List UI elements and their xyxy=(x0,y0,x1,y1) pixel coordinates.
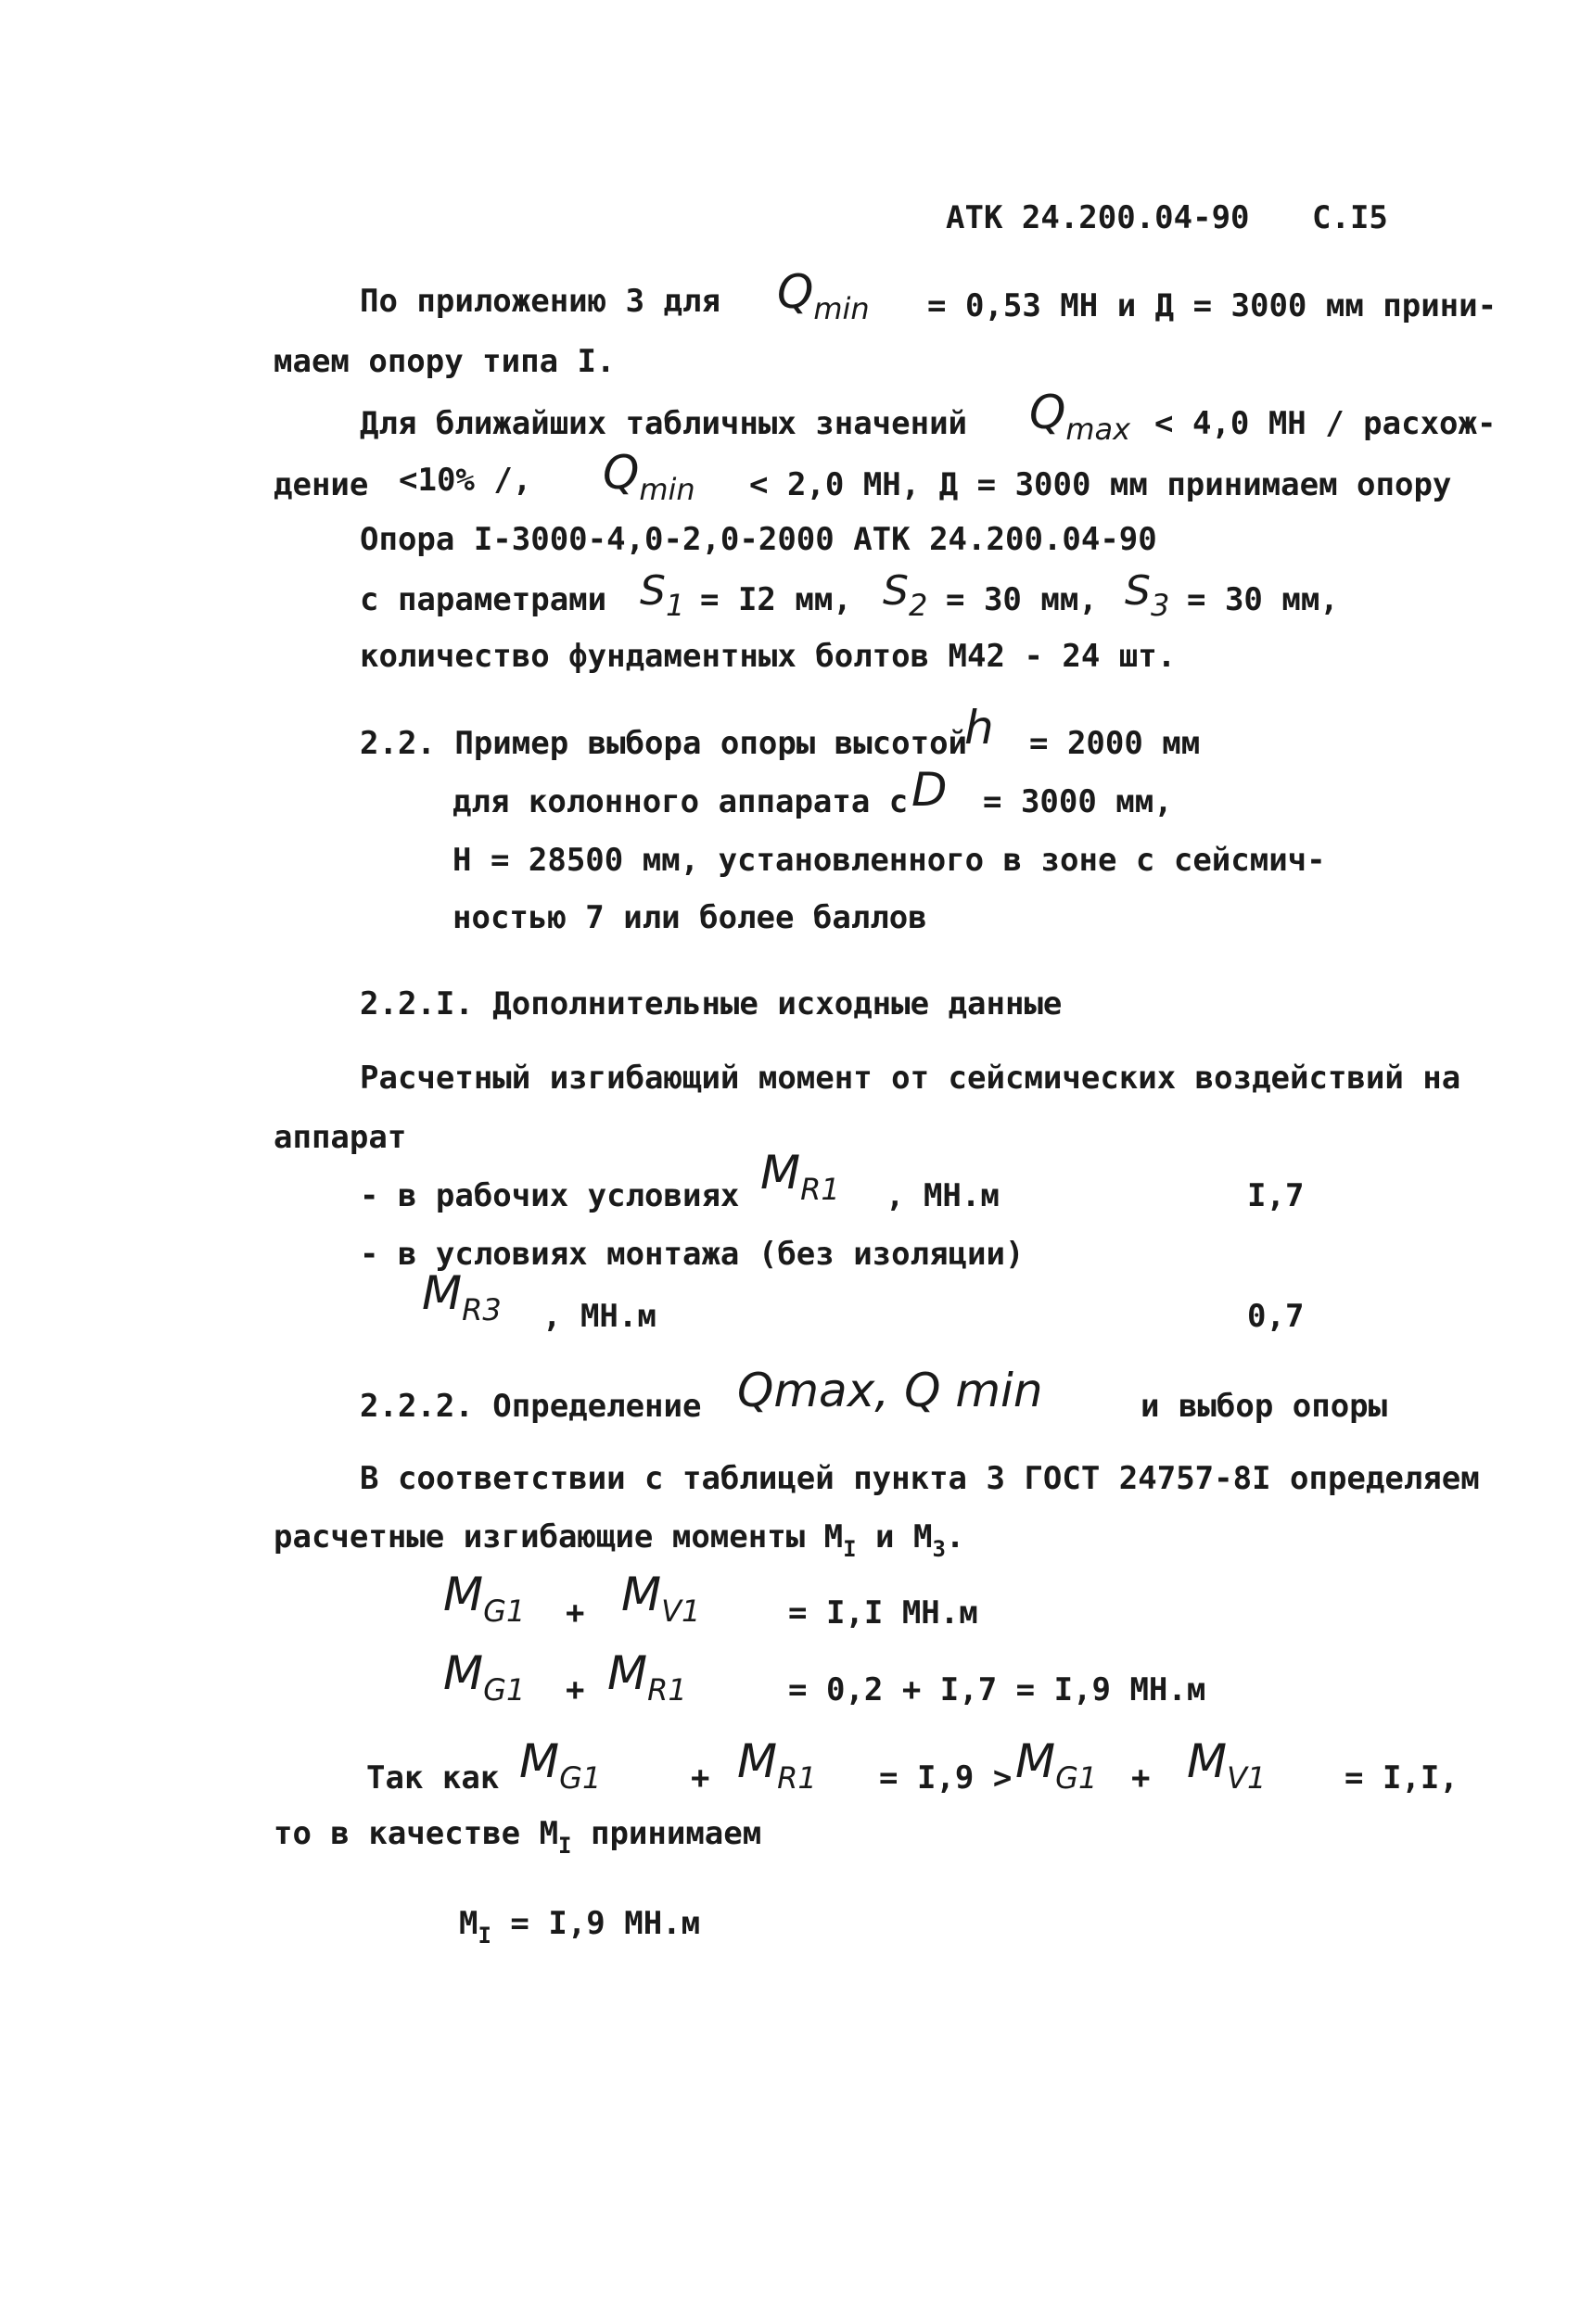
mount-unit: , МН.м xyxy=(542,1298,656,1335)
s1-symbol: $S_1$ xyxy=(640,567,685,623)
p2-line2-post: < 2,0 МН, Д = 3000 мм принимаем опору xyxy=(749,466,1452,503)
m-v1-symbol: $M_{V1}$ xyxy=(621,1568,701,1629)
q-max-min-symbols: Qmax, Q min xyxy=(737,1364,1043,1417)
s3-value: = 30 мм, xyxy=(1187,581,1339,618)
sec22-line2: для колонного аппарата с xyxy=(452,783,909,820)
sec222-line1: В соответствии с таблицей пункта 3 ГОСТ 24757-8I определяем xyxy=(360,1460,1480,1497)
sec221-line1: Расчетный изгибающий момент от сейсмических воздействий на xyxy=(360,1060,1461,1097)
sec221-line2: аппарат xyxy=(274,1119,407,1156)
m-r1-symbol: $M_{R1}$ xyxy=(760,1146,840,1207)
p1-value: = 0,53 МН и Д = 3000 мм прини- xyxy=(927,287,1497,324)
sec22-line1: 2.2. Пример выбора опоры высотой xyxy=(360,725,968,762)
work-unit: , МН.м xyxy=(886,1177,1000,1214)
sec22-height: = 2000 мм xyxy=(1029,725,1201,762)
sec22-line4: ностью 7 или более баллов xyxy=(452,899,927,936)
p2-percent: <10% /, xyxy=(399,462,532,499)
m-r3-symbol: $M_{R3}$ xyxy=(422,1266,502,1327)
s3-symbol: $S_3$ xyxy=(1125,567,1170,623)
m-g1-symbol-2: $M_{G1}$ xyxy=(443,1646,526,1708)
sec221-title: 2.2.I. Дополнительные исходные данные xyxy=(360,985,1063,1022)
since-end: = I,I, xyxy=(1344,1759,1459,1797)
eq1-plus: + xyxy=(566,1594,585,1632)
p2-text: Для ближайших табличных значений xyxy=(360,405,968,442)
sec222-title-post: и выбор опоры xyxy=(1141,1388,1388,1425)
result-line: $М_I = I,9$ МН.м xyxy=(459,1905,701,1949)
sec222-line2: расчетные изгибающие моменты $М_I$ и $М_3$. xyxy=(274,1518,965,1562)
s2-symbol: $S_2$ xyxy=(883,567,928,623)
bolts-count: количество фундаментных болтов М42 - 24 шт. xyxy=(360,638,1177,675)
q-min-symbol: $Q_{min}$ xyxy=(777,265,870,326)
p2-post: < 4,0 МН / расхож- xyxy=(1154,405,1497,442)
p1-line2: маем опору типа I. xyxy=(274,343,616,380)
since-mid: = I,9 > xyxy=(879,1759,1013,1797)
since-plus-2: + xyxy=(1131,1759,1151,1797)
since-m-r1: $M_{R1}$ xyxy=(737,1734,817,1796)
since-m-g1: $M_{G1}$ xyxy=(519,1734,602,1796)
page-number: С.I5 xyxy=(1312,199,1388,236)
sec22-diameter: = 3000 мм, xyxy=(983,783,1173,820)
q-max-symbol: $Q_{max}$ xyxy=(1029,386,1131,447)
params-label: с параметрами xyxy=(360,581,607,618)
eq1-value: = I,I МН.м xyxy=(788,1594,978,1632)
support-designation: Опора I-3000-4,0-2,0-2000 АТК 24.200.04-90 xyxy=(360,521,1157,558)
mount-conditions-label: - в условиях монтажа (без изоляции) xyxy=(360,1236,1025,1273)
then-line: то в качестве $М_I$ принимаем xyxy=(274,1815,762,1859)
eq2-plus: + xyxy=(566,1671,585,1708)
doc-code: АТК 24.200.04-90 xyxy=(946,199,1250,236)
sec22-line3: Н = 28500 мм, установленного в зоне с сейсмич- xyxy=(452,842,1326,879)
work-value: I,7 xyxy=(1247,1177,1305,1214)
d-symbol: D xyxy=(911,763,948,817)
since-m-g1-2: $M_{G1}$ xyxy=(1015,1734,1098,1796)
m-g1-symbol: $M_{G1}$ xyxy=(443,1568,526,1629)
h-symbol: h xyxy=(964,701,994,755)
p1-text: По приложению 3 для xyxy=(360,283,720,320)
sec222-title: 2.2.2. Определение xyxy=(360,1388,702,1425)
since-m-v1: $M_{V1}$ xyxy=(1187,1734,1267,1796)
eq2-value: = 0,2 + I,7 = I,9 МН.м xyxy=(788,1671,1206,1708)
work-conditions-label: - в рабочих условиях xyxy=(360,1177,740,1214)
p2-line2-pre: дение xyxy=(274,466,369,503)
m-r1-symbol-2: $M_{R1}$ xyxy=(607,1646,687,1708)
since-plus-1: + xyxy=(691,1759,710,1797)
since-pre: Так как xyxy=(366,1759,500,1797)
mount-value: 0,7 xyxy=(1247,1298,1305,1335)
q-min-symbol-2: $Q_{min}$ xyxy=(603,446,695,507)
s1-value: = I2 мм, xyxy=(700,581,852,618)
s2-value: = 30 мм, xyxy=(946,581,1098,618)
